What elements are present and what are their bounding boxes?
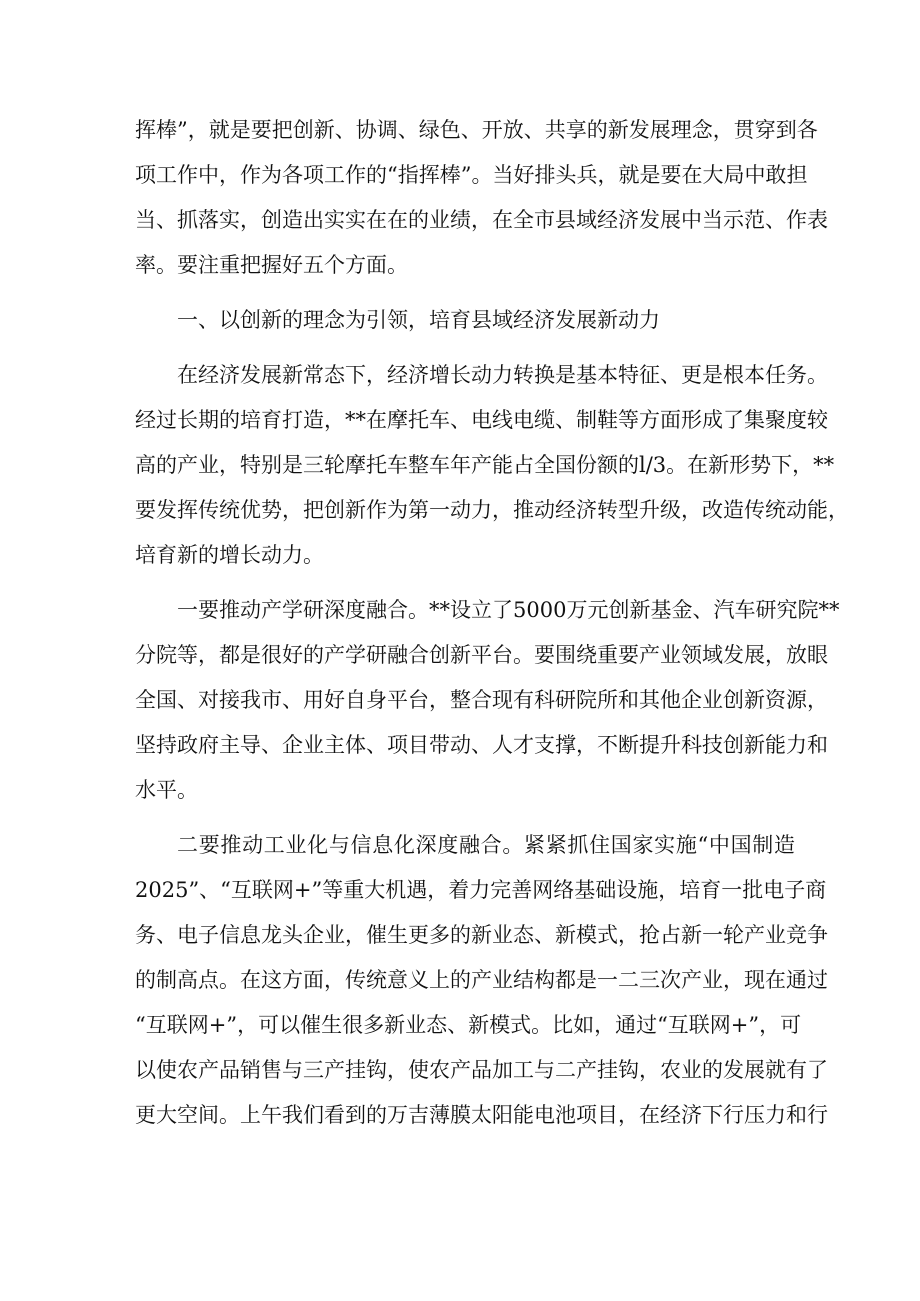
section-body-paragraph xyxy=(135,353,849,578)
intro-paragraph xyxy=(135,108,828,288)
text-line: 全国、对接我市、用好自身平台，整合现有科研院所和其他企业创新资源， xyxy=(135,688,828,712)
text-line: 当、抓落实，创造出实实在在的业绩，在全市县域经济发展中当示范、作表 xyxy=(135,208,828,232)
point-two-paragraph xyxy=(135,823,828,1138)
heading-line: 一、以创新的理念为引领，培育县域经济发展新动力 xyxy=(177,308,660,332)
text-line: 2025”、“互联网+”等重大机遇，着力完善网络基础设施，培育一批电子商 xyxy=(135,878,827,902)
text-line: 经过长期的培育打造，**在摩托车、电线电缆、制鞋等方面形成了集聚度较 xyxy=(135,408,828,432)
text-line: 分院等，都是很好的产学研融合创新平台。要围绕重要产业领域发展，放眼 xyxy=(135,643,828,667)
text-line: 在经济发展新常态下，经济增长动力转换是基本特征、更是根本任务。 xyxy=(177,363,828,387)
text-line: 率。要注重把握好五个方面。 xyxy=(135,253,408,277)
text-line: 的制高点。在这方面，传统意义上的产业结构都是一二三次产业，现在通过 xyxy=(135,968,828,992)
text-line: 一要推动产学研深度融合。**设立了5000万元创新基金、汽车研究院** xyxy=(177,598,840,622)
point-one-paragraph xyxy=(135,588,840,813)
text-line: 务、电子信息龙头企业，催生更多的新业态、新模式，抢占新一轮产业竞争 xyxy=(135,923,828,947)
text-line: “互联网+”，可以催生很多新业态、新模式。比如，通过“互联网+”，可 xyxy=(135,1013,802,1037)
section-heading xyxy=(135,298,795,343)
text-line: 挥棒”，就是要把创新、协调、绿色、开放、共享的新发展理念，贯穿到各 xyxy=(135,118,818,142)
text-line: 二要推动工业化与信息化深度融合。紧紧抓住国家实施“中国制造 xyxy=(177,833,795,857)
text-line: 要发挥传统优势，把创新作为第一动力，推动经济转型升级，改造传统动能， xyxy=(135,498,849,522)
document-page xyxy=(135,108,849,1148)
text-line: 培育新的增长动力。 xyxy=(135,543,324,567)
text-line: 更大空间。上午我们看到的万吉薄膜太阳能电池项目，在经济下行压力和行 xyxy=(135,1103,828,1127)
text-line: 以使农产品销售与三产挂钩，使农产品加工与二产挂钩，农业的发展就有了 xyxy=(135,1058,828,1082)
text-line: 项工作中，作为各项工作的“指挥棒”。当好排头兵，就是要在大局中敢担 xyxy=(135,163,808,187)
text-line: 坚持政府主导、企业主体、项目带动、人才支撑，不断提升科技创新能力和 xyxy=(135,733,828,757)
text-line: 水平。 xyxy=(135,778,198,802)
text-line: 高的产业，特别是三轮摩托车整车年产能占全国份额的l/3。在新形势下，** xyxy=(135,453,835,477)
